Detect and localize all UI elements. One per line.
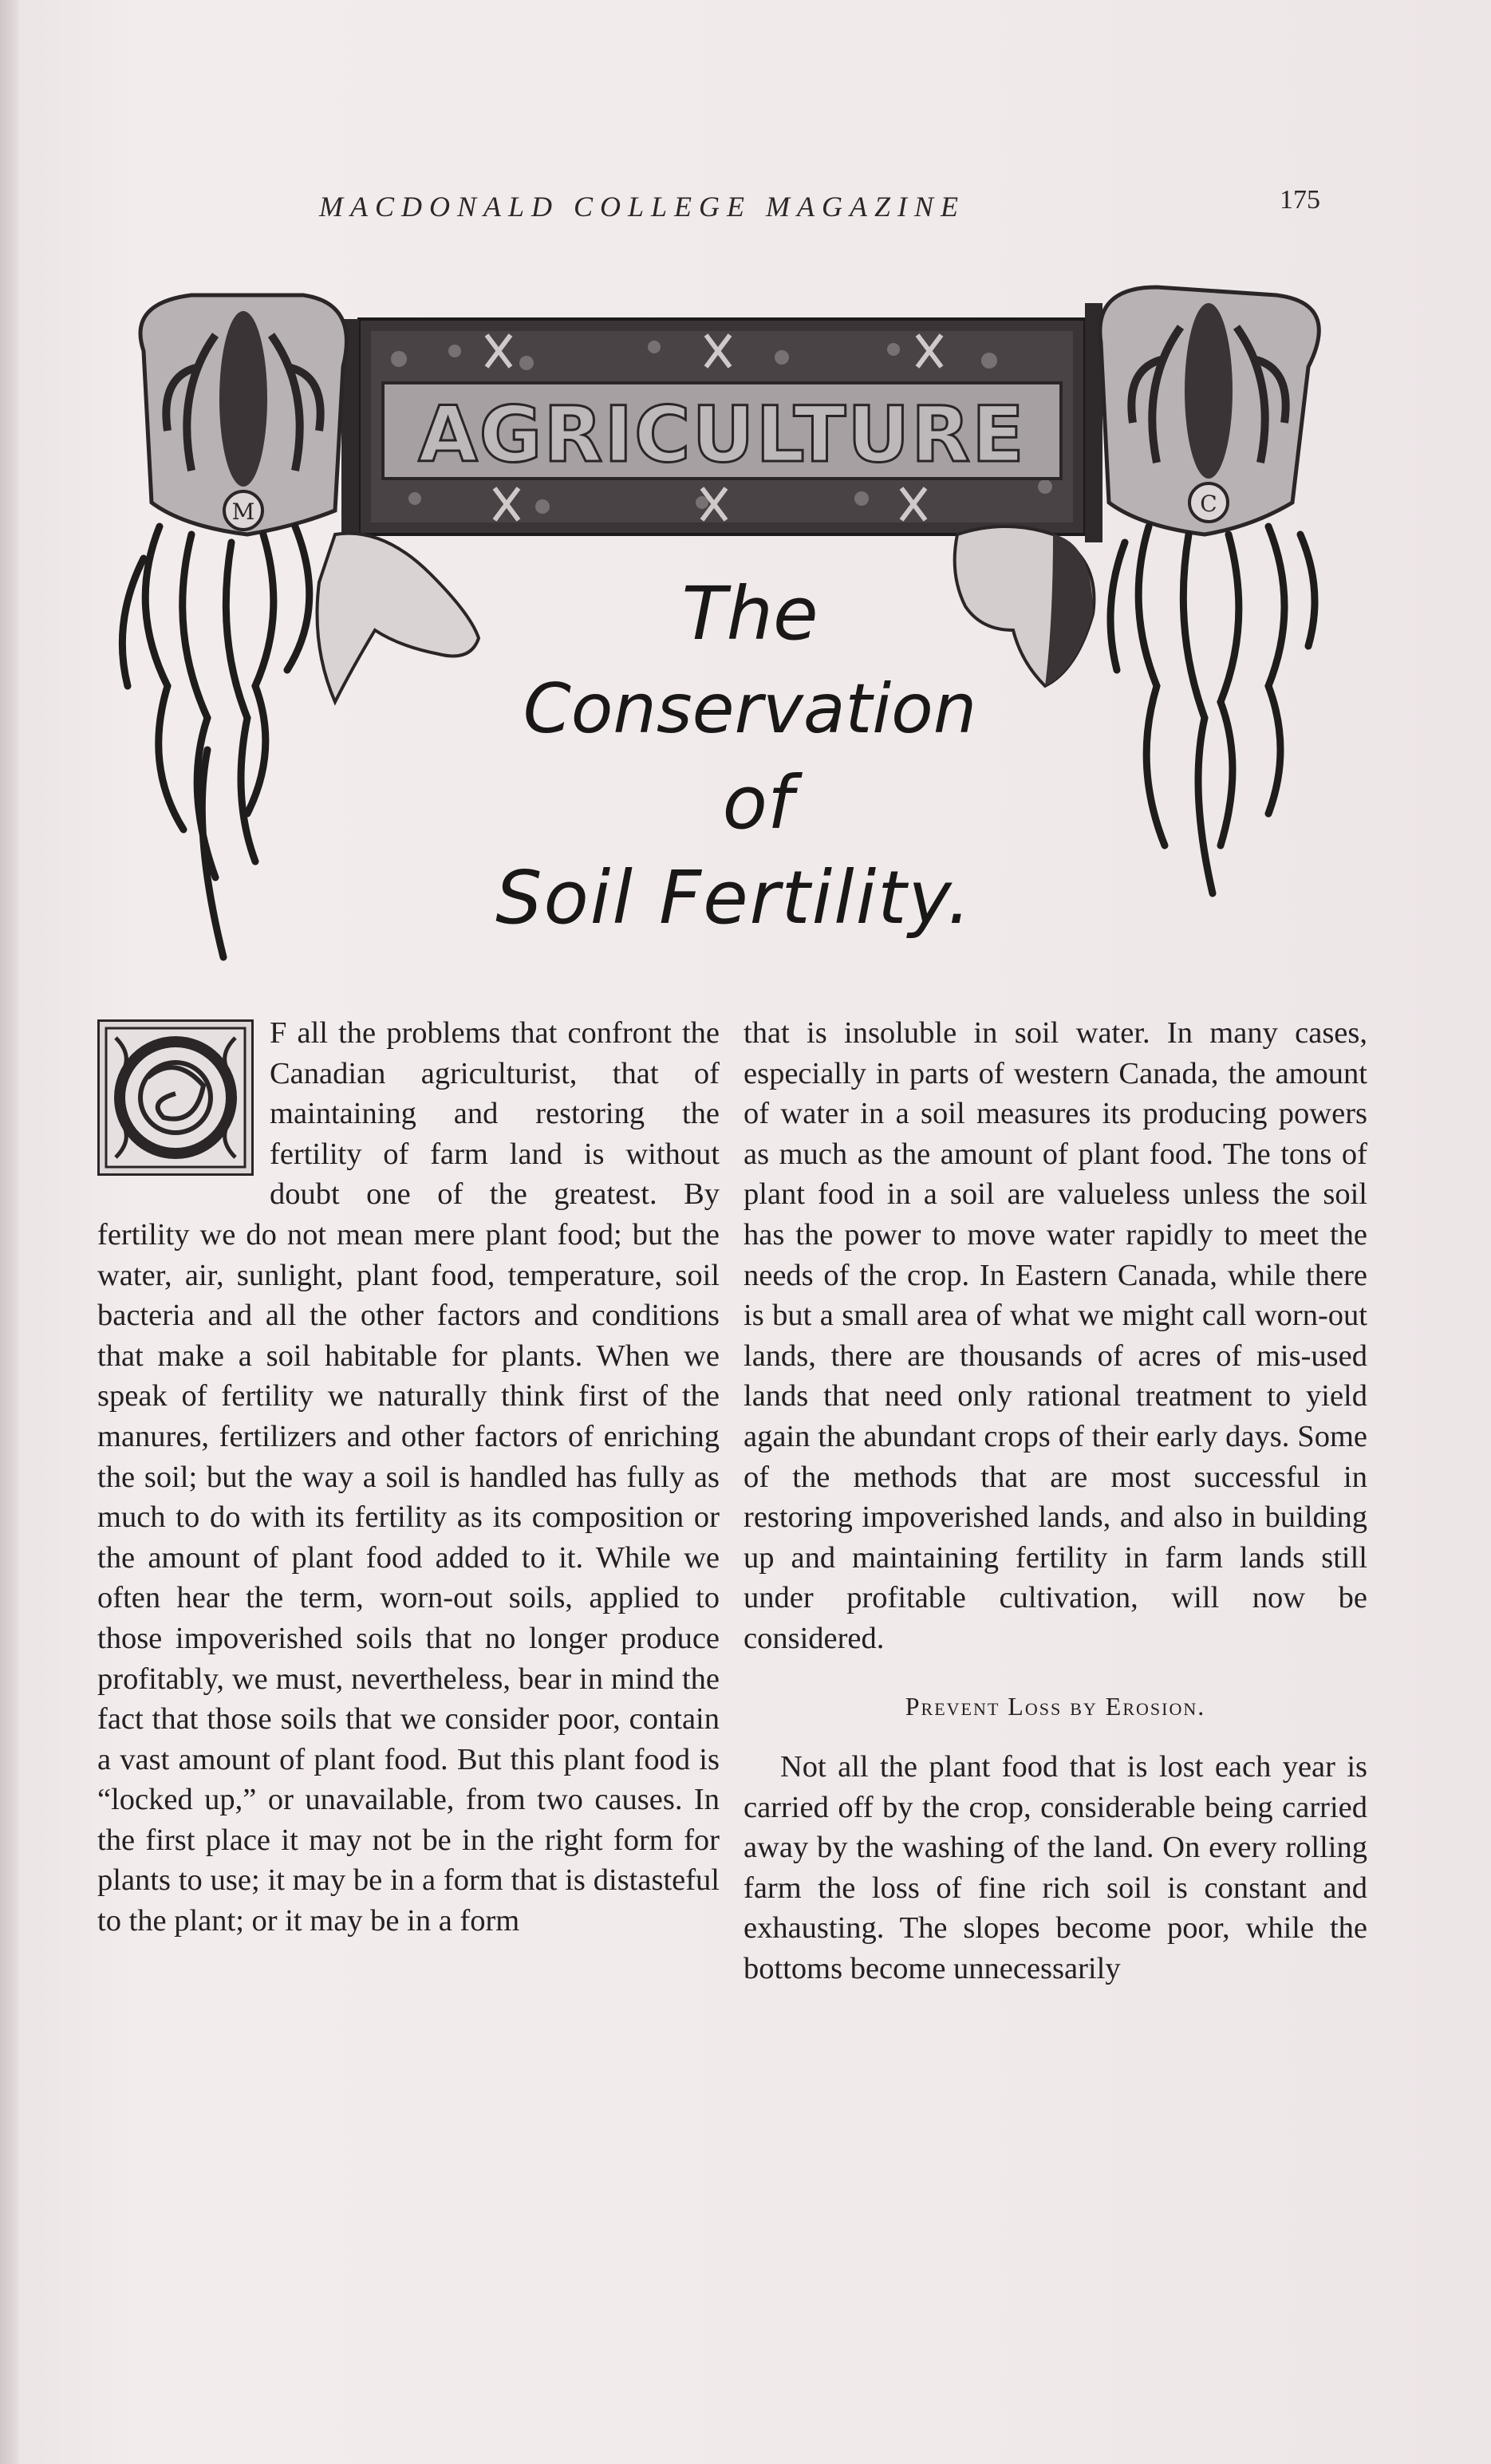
banner-label: AGRICULTURE bbox=[418, 390, 1026, 479]
title-line-4: Soil Fertility. bbox=[495, 855, 972, 940]
section-heading: Prevent Loss by Erosion. bbox=[905, 1691, 1206, 1721]
title-line-2: Conservation bbox=[523, 669, 977, 749]
decorative-dropcap bbox=[97, 1019, 254, 1176]
right-column-paragraph-1: that is insoluble in soil water. In many cases, especially in parts of western Canada, the amount of water in a soil measures its producing powers as much as the amount of plant food. The tons of plant food in a soil are valueless unless the soil has the power to move water rapidly to meet the needs of the crop. In Eastern Canada, while there is but a small area of what we might call worn-out lands, there are thousands of acres of mis-used lands that need only rational treatment to yield again the abundant crops of their early days. Some of the methods that are most successful in restoring impoverished lands, and also in building up and maintaining fertility in farm lands still under profitable cultivation, will now be considered. bbox=[744, 1016, 1367, 1655]
title-line-1: The bbox=[681, 571, 818, 656]
book-spine bbox=[0, 0, 19, 2464]
right-column bbox=[744, 1013, 1367, 1989]
left-shield-letter: M bbox=[231, 499, 255, 525]
page-number: 175 bbox=[1280, 185, 1320, 215]
article-title bbox=[447, 566, 1021, 946]
left-column bbox=[97, 1013, 720, 1942]
title-line-3: of bbox=[722, 760, 794, 846]
dropcap-letter bbox=[100, 1022, 251, 1173]
right-column-paragraph-2: Not all the plant food that is lost each year is carried off by the crop, considerable being carried away by the washing of the land. On every rolling farm the loss of fine rich soil is constant and exhausting. The slopes become poor, while the bottoms become unnecessarily bbox=[744, 1750, 1367, 1986]
right-shield-letter: C bbox=[1200, 491, 1217, 517]
left-column-text: F all the problems that confront the Canadian agriculturist, that of maintaining and restoring the fertility of farm land is without doubt one of the greatest. By fertility we do not mean mere plant food; but the water, air, sunlight, plant food, temperature, soil bacteria and all the other factors and conditions that make a soil habitable for plants. When we speak of fertility we naturally think first of the manures, fertilizers and other factors of enriching the soil; but the way a soil is handled has fully as much to do with its fertility as its composition or the amount of plant food added to it. While we often hear the term, worn-out soils, applied to those impoverished soils that no longer produce profitably, we must, nevertheless, bear in mind the fact that those soils that we consider poor, contain a vast amount of plant food. But this plant food is “locked up,” or unavailable, from two causes. In the first place it may not be in the right form for plants to use; it may be in a form that is distasteful to the plant; or it may be in a form bbox=[97, 1016, 720, 1938]
running-head: MACDONALD COLLEGE MAGAZINE bbox=[319, 191, 966, 223]
